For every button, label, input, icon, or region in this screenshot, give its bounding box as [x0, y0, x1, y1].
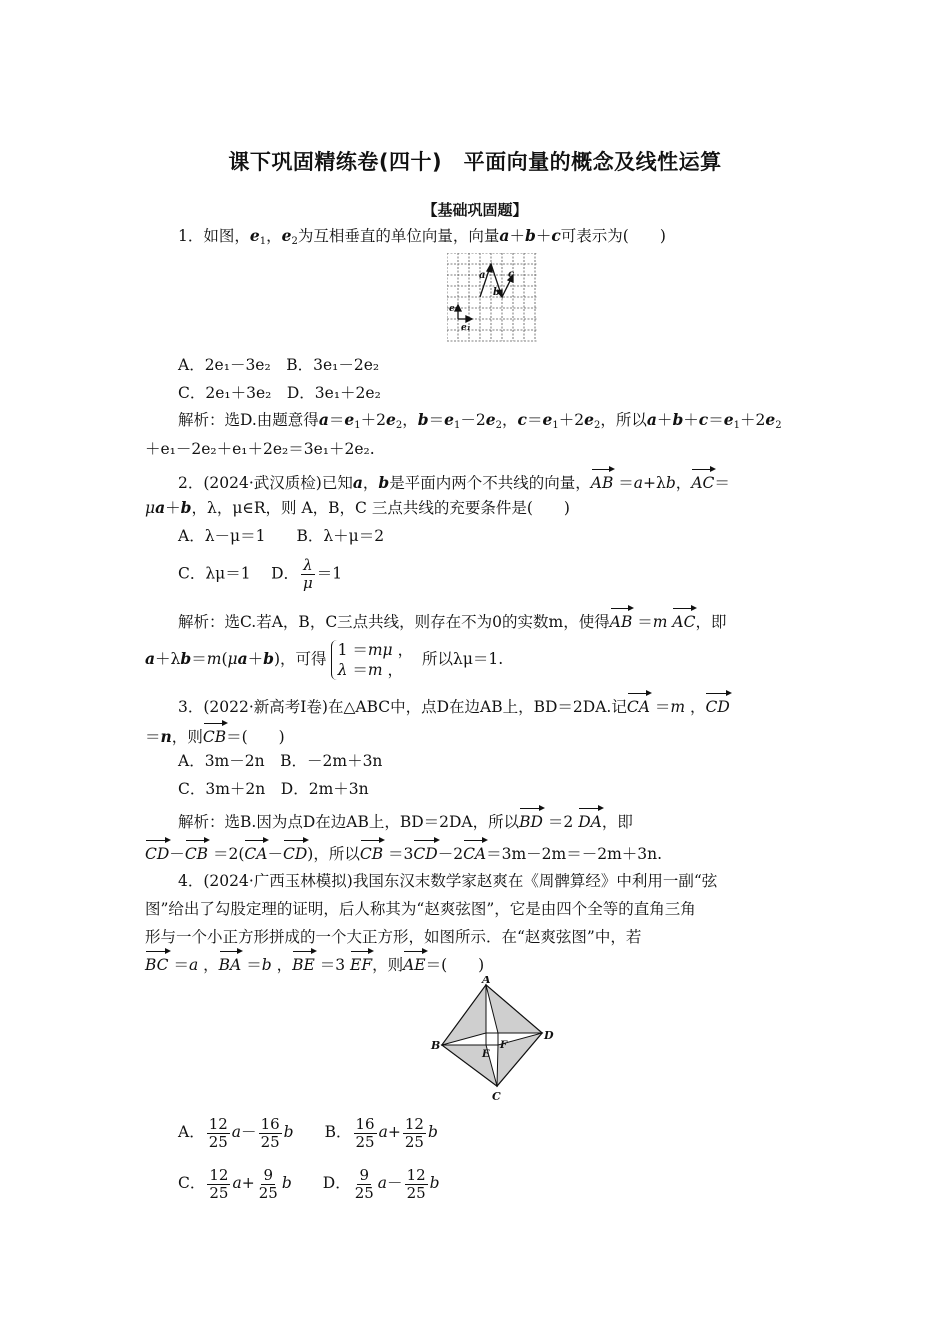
q2-options-cd: C．λμ＝1 D． $\frac{\lambda}{\mu}$ ＝1 [178, 556, 343, 592]
q1-label-e1: e₁ [461, 323, 471, 333]
q4-label-D: D [544, 1029, 554, 1042]
section-heading: 【基础巩固题】 [422, 201, 528, 219]
q3-options-cd: C．3m＋2n D．2m＋3n [178, 780, 369, 798]
q1-label-c: c [508, 269, 515, 280]
q1-stem: 1．如图，$e_1$，$e_2$为互相垂直的单位向量，向量a＋b＋c可表示为( ) [178, 226, 666, 247]
q2-options-ab: A．λ－μ＝1 B．λ＋μ＝2 [178, 527, 385, 545]
q4-stem-line4: BC ＝a ，BA ＝b ，BE ＝3 EF，则AE＝( ) [145, 948, 805, 976]
q4-options-ab: A． $\frac{12}{25}$ a－ $\frac{16}{25}$ b B． $\frac{16}{25}$ a+ $\frac{12}{25}$ b [178, 1114, 438, 1151]
q2-solution-line1: 解析：选C.若A，B，C三点共线，则存在不为0的实数m，使得AB ＝m AC，即 [178, 605, 838, 633]
q2-solution-line2: a＋λb＝m(μa＋b)，可得 1 ＝mμ ， λ ＝m ， 所以λμ＝1. [145, 641, 504, 679]
q4-label-E: E [482, 1049, 490, 1060]
q2-stem-line2: μa＋b，λ，μ∈R，则 A，B，C 三点共线的充要条件是( ) [145, 498, 570, 517]
q1-options-cd: C．2e₁＋3e₂ D．3e₁＋2e₂ [178, 384, 381, 402]
q4-label-B: B [431, 1039, 441, 1052]
q1-grid-figure [447, 253, 539, 345]
q3-solution-line1: 解析：选B.因为点D在边AB上，BD＝2DA，所以BD ＝2 DA，即 [178, 805, 838, 833]
q4-stem-line3: 形与一个小正方形拼成的一个大正方形，如图所示．在“赵爽弦图”中，若 [145, 928, 642, 946]
q3-solution-line2: CD－CB ＝2(CA－CD)，所以CB ＝3CD－2CA＝3m－2m＝－2m＋3n. [145, 837, 805, 865]
q4-zhaoshuang-figure [428, 976, 560, 1102]
q1-label-e2: e₂ [449, 304, 459, 314]
q1-solution-line1: 解析：选D.由题意得$a=e_1+2e_2$，$b=e_1-2e_2$，$c=e_1+2e_2$，所以$a+b+c=e_1+2e_2$ [178, 410, 782, 431]
q4-options-cd: C． $\frac{12}{25}$ a+ $\frac{9}{25}$ b D． $\frac{9}{25}$ a－ $\frac{12}{25}$ b [178, 1165, 440, 1202]
page-title: 课下巩固精练卷(四十) 平面向量的概念及线性运算 [228, 150, 722, 174]
q2-stem-line1: 2．(2024·武汉质检)已知a，b是平面内两个不共线的向量，AB ＝a+λb，AC＝ [178, 466, 838, 494]
q4-label-C: C [492, 1090, 501, 1102]
q3-stem-line2: ＝n，则CB＝( ) [145, 720, 805, 748]
q1-label-a: a [479, 270, 486, 281]
q3-options-ab: A．3m－2n B．－2m＋3n [178, 752, 383, 770]
q3-stem-line1: 3．(2022·新高考Ⅰ卷)在△ABC中，点D在边AB上，BD＝2DA.记CA ＝m ，CD [178, 690, 838, 718]
q1-options-ab: A．2e₁－3e₂ B．3e₁－2e₂ [178, 356, 380, 374]
q4-stem-line1: 4．(2024·广西玉林模拟)我国东汉末数学家赵爽在《周髀算经》中利用一副“弦 [178, 872, 718, 890]
q4-label-F: F [500, 1040, 508, 1051]
q1-label-b: b [493, 287, 500, 298]
q1-solution-line2: ＋e₁－2e₂＋e₁＋2e₂＝3e₁＋2e₂. [145, 440, 375, 458]
q4-label-A: A [482, 976, 491, 986]
q4-stem-line2: 图”给出了勾股定理的证明，后人称其为“赵爽弦图”，它是由四个全等的直角三角 [145, 900, 696, 918]
